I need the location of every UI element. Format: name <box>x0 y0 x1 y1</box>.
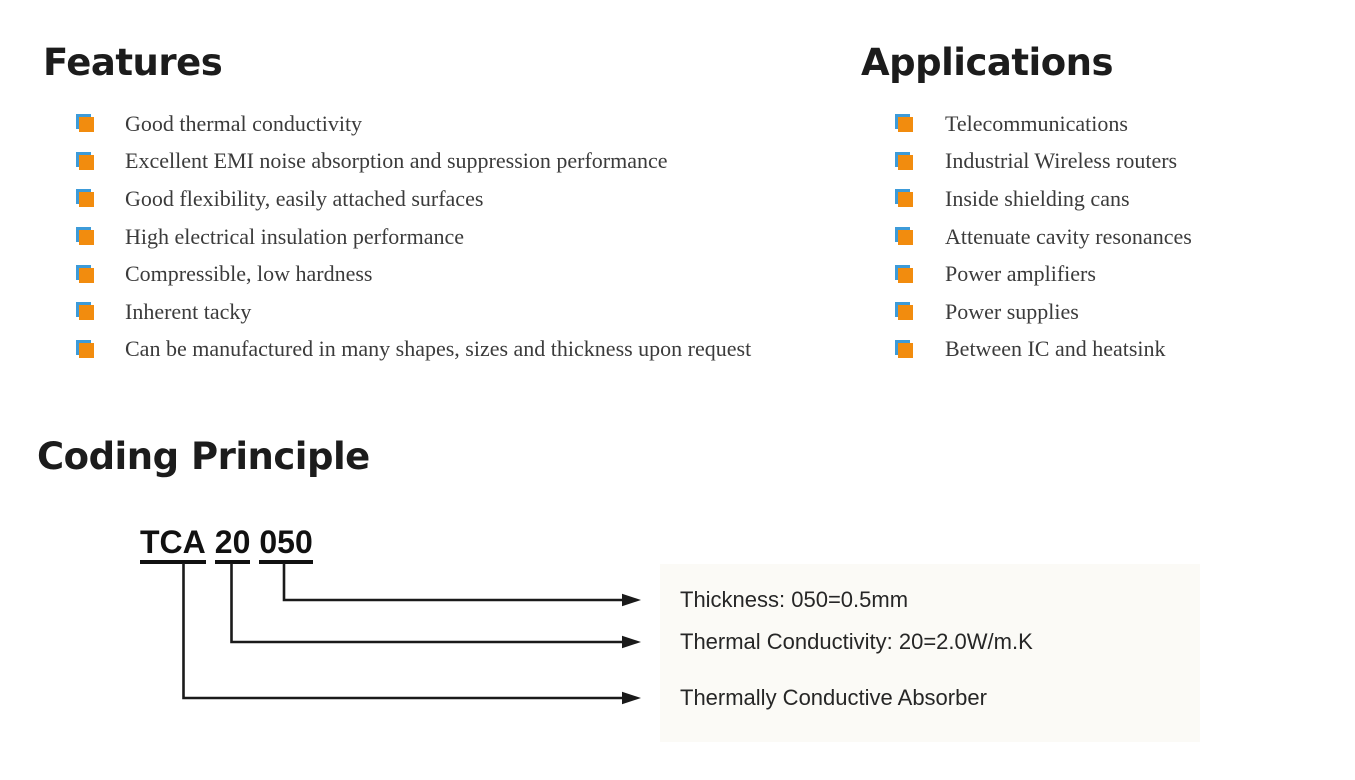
bullet-square-icon <box>76 227 95 246</box>
bullet-square-icon <box>895 114 914 133</box>
list-item <box>895 293 1192 331</box>
bullet-square-icon <box>895 152 914 171</box>
features-heading: Features <box>43 40 223 84</box>
list-item <box>76 255 751 293</box>
list-item <box>76 218 751 256</box>
bullet-square-icon <box>76 189 95 208</box>
application-text: Telecommunications <box>945 110 1128 136</box>
feature-text: Excellent EMI noise absorption and suppression performance <box>125 148 668 174</box>
application-text: Industrial Wireless routers <box>945 148 1178 174</box>
arrowhead-icon <box>622 594 641 606</box>
list-item <box>76 293 751 331</box>
bullet-square-icon <box>895 189 914 208</box>
arrow-line-thickness <box>284 563 624 600</box>
list-item <box>895 255 1192 293</box>
coding-principle-heading: Coding Principle <box>37 434 370 478</box>
arrowhead-icon <box>622 636 641 648</box>
bullet-square-icon <box>76 114 95 133</box>
code-part-tca: TCA <box>140 526 206 564</box>
bullet-square-icon <box>76 265 95 284</box>
list-item <box>895 143 1192 181</box>
code-part-thermal: 20 <box>215 526 251 564</box>
list-item <box>76 180 751 218</box>
code-part-thickness: 050 <box>259 526 312 564</box>
applications-heading: Applications <box>861 40 1114 84</box>
bullet-square-icon <box>895 227 914 246</box>
list-item <box>895 105 1192 143</box>
feature-text: Good thermal conductivity <box>125 110 363 136</box>
applications-list <box>895 105 1192 368</box>
feature-text: Compressible, low hardness <box>125 261 373 287</box>
feature-text: High electrical insulation performance <box>125 223 465 249</box>
feature-text: Good flexibility, easily attached surfaces <box>125 185 484 211</box>
application-text: Power amplifiers <box>945 261 1096 287</box>
product-code <box>140 526 313 564</box>
list-item <box>76 105 751 143</box>
application-text: Power supplies <box>945 298 1079 324</box>
bullet-square-icon <box>76 152 95 171</box>
list-item <box>895 180 1192 218</box>
feature-text: Can be manufactured in many shapes, sizes and thickness upon request <box>125 336 752 362</box>
code-label-thickness: Thickness: 050=0.5mm <box>680 587 909 612</box>
application-text: Inside shielding cans <box>945 185 1130 211</box>
list-item <box>895 331 1192 369</box>
bullet-square-icon <box>76 340 95 359</box>
list-item <box>76 331 751 369</box>
bullet-square-icon <box>76 302 95 321</box>
application-text: Between IC and heatsink <box>945 336 1166 362</box>
feature-text: Inherent tacky <box>125 298 252 324</box>
bullet-square-icon <box>895 340 914 359</box>
list-item <box>895 218 1192 256</box>
arrow-line-conductivity <box>232 563 625 642</box>
arrow-line-absorber <box>184 563 625 698</box>
features-list <box>76 105 751 368</box>
arrowhead-icon <box>622 692 641 704</box>
code-label-absorber: Thermally Conductive Absorber <box>680 685 987 710</box>
code-label-conductivity: Thermal Conductivity: 20=2.0W/m.K <box>680 629 1033 654</box>
application-text: Attenuate cavity resonances <box>945 223 1192 249</box>
bullet-square-icon <box>895 265 914 284</box>
list-item <box>76 143 751 181</box>
bullet-square-icon <box>895 302 914 321</box>
